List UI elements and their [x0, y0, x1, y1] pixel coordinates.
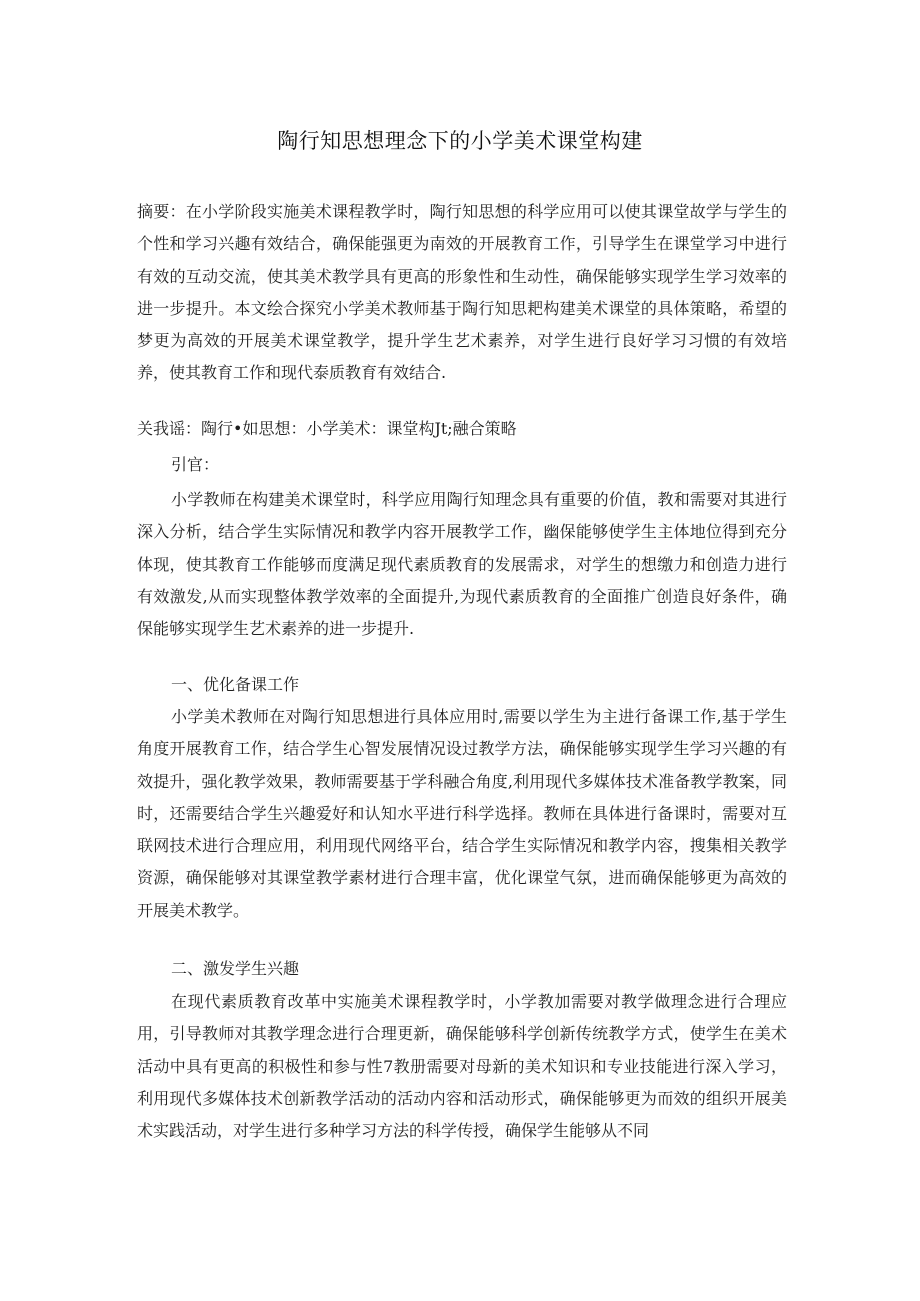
section-2-paragraph: 在现代素质教育改革中实施美术课程教学时，小学教加需要对教学做理念进行合理应用，引导教师对其教学理念进行合理更新，确保能够科学创新传统教学方式，使学生在美术活动中具有更高的积极性和参与性7教册需要对母新的美术知识和专业技能进行深入学习，利用现代多媒体技术创新教学活动的活动内容和活动形式，确保能够更为而效的组织开展美术实践活动，对学生进行多种学习方法的科学传授，确保学生能够从不同 [137, 992, 787, 1141]
keywords-line: 关我谣：陶行•如思想：小学美术：课堂构Jt;融合策略 [137, 419, 517, 438]
section-1-heading: 一、优化备课工作 [171, 675, 300, 694]
document-title: 陶行知思想理念下的小学美术课堂构建 [277, 129, 643, 153]
abstract-paragraph: 摘要：在小学阶段实施美术课程教学时，陶行知思想的科学应用可以使其课堂故学与学生的个性和学习兴趣有效结合，确保能强更为南效的开展教育工作，引导学生在课堂学习中进行有效的互动交流，使其美术教学具有更高的形象性和生动性，确保能够实现学生学习效率的进一步提升。本文绘合探究小学美术教师基于陶行知思耙构建美术课堂的具体策略，希望的梦更为高效的开展美术课堂教学，提升学生艺术素养，对学生进行良好学习习惯的有效培养，使其教育工作和现代泰质教育有效结合. [137, 202, 787, 383]
section-2-heading: 二、激发学生兴趣 [171, 959, 300, 978]
intro-heading: 引官： [171, 455, 220, 474]
intro-paragraph: 小学教师在构建美术课堂时，科学应用陶行知理念具有重要的价值，教和需要对其进行深入分析，结合学生实际情况和教学内容开展教学工作，幽保能够使学生主体地位得到充分体现，使其教育工作能够而度满足现代素质教育的发展需求，对学生的想缴力和创造力进行有效激发,从而实现整体教学效率的全面提升,为现代素质教育的全面推广创造良好条件，确保能够实现学生艺术素养的进一步提升. [137, 490, 787, 639]
section-1-paragraph: 小学美术教师在对陶行知思想进行具体应用时,需要以学生为主进行备课工作,基于学生角度开展教育工作，结合学生心智发展情况设过教学方法，确保能够实现学生学习兴趣的有效提升，强化教学效果，教师需要基于学科融合角度,利用现代多媒体技术准备教学教案，同时，还需要结合学生兴趣爱好和认知水平进行科学选择。教师在具体进行备课时，需要对互联网技术进行合理应用，利用现代网络平台，结合学生实际情况和教学内容，搜集相关教学资源，确保能够对其课堂教学素材进行合理丰富，优化课堂气氛，进而确保能够更为高效的开展美术教学。 [137, 707, 787, 920]
